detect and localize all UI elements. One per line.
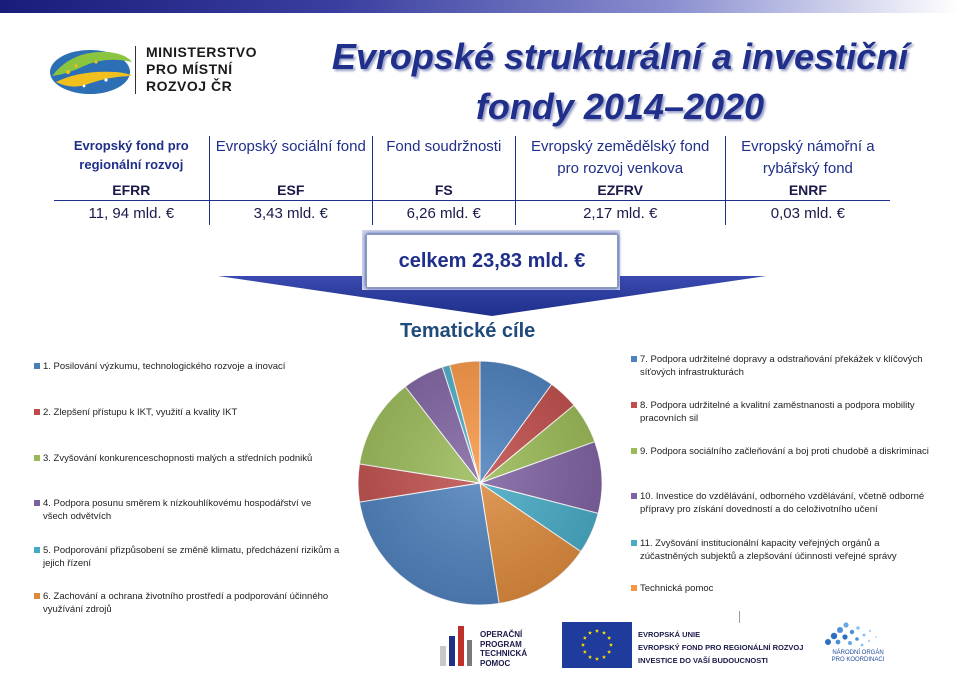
optp-line: POMOC — [480, 658, 511, 668]
fund-abbr: ESF — [209, 180, 372, 201]
total-amount-box: celkem 23,83 mld. € — [366, 234, 618, 288]
narodni-organ-logo — [820, 618, 890, 650]
legend-swatch — [34, 547, 40, 553]
legend-item-11 — [631, 537, 921, 563]
eu-line: EVROPSKÁ UNIE — [638, 630, 701, 639]
legend-item-6 — [34, 590, 344, 616]
legend-label: 8. Podpora udržitelné a kvalitní zaměstnanosti a podpora mobility pracovních sil — [640, 400, 915, 424]
ministry-line: PRO MÍSTNÍ — [146, 61, 233, 77]
legend-item-1 — [34, 360, 344, 373]
title-line-2: fondy 2014–2020 — [475, 86, 765, 127]
fund-abbr: EZFRV — [515, 180, 725, 201]
legend-item-9 — [631, 445, 946, 458]
legend-swatch — [34, 500, 40, 506]
legend-swatch — [631, 402, 637, 408]
fund-name: Evropský sociální fond — [209, 136, 372, 180]
legend-label: 5. Podporování přizpůsobení se změně klimatu, předcházení rizikům a jejich řízení — [43, 545, 340, 569]
fund-amount: 11, 94 mld. € — [54, 201, 209, 226]
legend-label: 4. Podpora posunu směrem k nízkouhlíkovému hospodářství ve všech odvětvích — [43, 498, 312, 522]
no-line: PRO KOORDINACI — [831, 657, 885, 663]
fund-amount: 0,03 mld. € — [725, 201, 890, 226]
legend-swatch — [631, 493, 637, 499]
optp-label — [480, 630, 527, 668]
fund-amount: 3,43 mld. € — [209, 201, 372, 226]
legend-label: 2. Zlepšení přístupu k IKT, využití a kvality IKT — [43, 407, 238, 418]
eu-flag — [562, 622, 632, 668]
eu-label — [638, 628, 803, 667]
fund-name: Evropský zemědělský fond pro rozvoj venkova — [515, 136, 725, 180]
legend-item-5 — [34, 544, 349, 570]
legend-label: 1. Posilování výzkumu, technologického rozvoje a inovací — [43, 361, 286, 372]
optp-line: OPERAČNÍ — [480, 630, 523, 639]
ministry-line: ROZVOJ ČR — [146, 78, 233, 94]
legend-item-4 — [34, 497, 334, 523]
optp-line: TECHNICKÁ — [480, 649, 528, 658]
fund-amount: 6,26 mld. € — [372, 201, 515, 226]
fund-abbr: ENRF — [725, 180, 890, 201]
legend-swatch — [34, 593, 40, 599]
legend-label: Technická pomoc — [640, 583, 714, 594]
legend-swatch — [34, 455, 40, 461]
footer-separator — [739, 611, 740, 623]
fund-abbr: FS — [372, 180, 515, 201]
legend-swatch — [631, 448, 637, 454]
legend-item-7 — [631, 353, 941, 379]
legend-item-3 — [34, 452, 344, 465]
legend-swatch — [631, 585, 637, 591]
fund-amount: 2,17 mld. € — [515, 201, 725, 226]
fund-name: Evropský námořní a rybářský fond — [725, 136, 890, 180]
legend-swatch — [34, 409, 40, 415]
legend-label: 10. Investice do vzdělávání, odborného vzdělávání, včetně odborné přípravy pro získání dovedností a do celoživotního učení — [640, 491, 925, 515]
fund-abbr: EFRR — [112, 182, 151, 198]
eu-line: EVROPSKÝ FOND PRO REGIONÁLNÍ ROZVOJ — [638, 643, 804, 652]
ministry-line: MINISTERSTVO — [146, 44, 258, 60]
legend-swatch — [631, 540, 637, 546]
legend-item-12 — [631, 582, 931, 595]
chart-title: Tematické cíle — [400, 320, 536, 342]
optp-logo — [438, 622, 474, 668]
title-line-1: Evropské strukturální a investiční — [331, 36, 909, 77]
fund-name: Fond soudržnosti — [372, 136, 515, 180]
legend-label: 9. Podpora sociálního začleňování a boj proti chudobě a diskriminaci — [640, 446, 929, 457]
legend-item-10 — [631, 490, 941, 516]
pie-shading — [358, 361, 602, 605]
legend-label: 11. Zvyšování institucionální kapacity veřejných orgánů a zúčastněných subjektů a zlepšování účinnosti veřejné správy — [640, 538, 897, 562]
eu-line: INVESTICE DO VAŠÍ BUDOUCNOSTI — [638, 656, 768, 665]
optp-line: PROGRAM — [480, 639, 522, 649]
legend-swatch — [34, 363, 40, 369]
fund-name: Evropský fond pro regionální rozvoj — [73, 138, 189, 172]
legend-item-2 — [34, 406, 344, 419]
no-line: NÁRODNÍ ORGÁN — [832, 650, 884, 656]
legend-swatch — [631, 356, 637, 362]
narodni-organ-label — [828, 650, 888, 664]
legend-label: 6. Zachování a ochrana životního prostředí a podporování účinného využívání zdrojů — [43, 591, 329, 615]
legend-item-8 — [631, 399, 941, 425]
legend-label: 7. Podpora udržitelné dopravy a odstraňování překážek v klíčových síťových infrastrukturách — [640, 354, 923, 378]
legend-label: 3. Zvyšování konkurenceschopnosti malých a středních podniků — [43, 453, 313, 464]
